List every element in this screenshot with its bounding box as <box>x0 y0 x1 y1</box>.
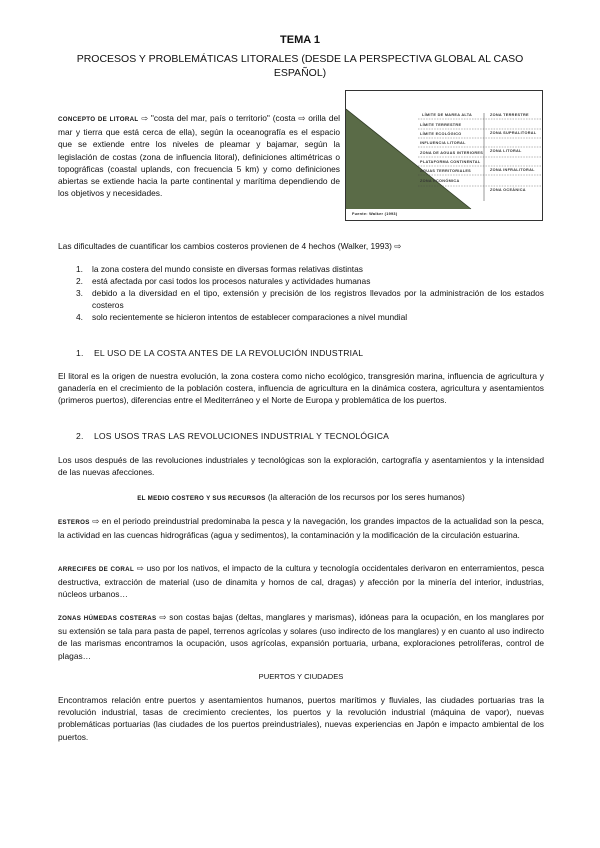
coastal-zones-figure <box>345 90 543 221</box>
section1-heading: 1. EL USO DE LA COSTA ANTES DE LA REVOLUCIÓN INDUSTRIAL <box>76 348 364 358</box>
figure-label: ZONA DE AGUAS INTERIORES <box>420 151 484 155</box>
section1-text: El litoral es la origen de nuestra evolución, la zona costera como nicho ecológico, transgresión marina, influencia de agricultura y ganadería en el crecimiento de la población costera, influencia de agricultura en la dinámica costera, agricultura y asentamientos (primeros puertos), diferencias entre el Mediterráneo y el Norte de Europa y problemática de los puertos. <box>58 371 544 406</box>
concept-label: CONCEPTO DE LITORAL <box>58 116 139 123</box>
difficulties-intro: Las dificultades de cuantificar los cambios costeros provienen de 4 hechos (Walker, 1993) ⇨ <box>58 241 402 251</box>
list-item: 4. solo recientemente se hicieron intentos de establecer comparaciones a nivel mundial <box>76 312 408 322</box>
section2-text: Los usos después de las revoluciones industriales y tecnológicas son la exploración, cartografía y asentamientos y la intensidad de las nuevas afecciones. <box>58 455 544 478</box>
arrow-icon: ⇨ <box>141 114 149 123</box>
list-item: 1. la zona costera del mundo consiste en diversas formas relativas distintas <box>76 264 363 274</box>
arrecifes-paragraph: ARRECIFES DE CORAL ⇨ uso por los nativos, el impacto de la cultura y tecnología occidentales derivaron en enterramientos, pesca destructiva, extracción de material (uso de dinamita y hornos de cal, dragas) y afección por la minería del interior, industrias, núcleos urbanos… <box>58 563 544 600</box>
figure-label: PLATAFORMA CONTINENTAL <box>420 160 481 164</box>
figure-label: ZONA LITORAL <box>490 149 522 153</box>
puertos-paragraph: Encontramos relación entre puertos y asentamientos humanos, puertos marítimos y fluviales, las ciudades portuarias tras la revolución industrial, tasas de crecimiento crecientes, los puertos y la revolución industrial (máquina de vapor), nuevas problemáticas portuarias (las ciudades de los puertos preindustriales), nuevas experiencias en Japón e impacto ambiental de los puertos. <box>58 695 544 742</box>
list-item: 2. está afectada por casi todos los procesos naturales y actividades humanas <box>76 276 371 286</box>
intro-text: "costa del mar, país o territorio" (costa ⇨ orilla del mar y tierra que está cerca de ella), según la oceanografía es el espacio que se extiende entre los niveles de pleamar y bajamar, según la legislación de costas (zona de influencia litoral), definiciones altimétricas o topográficas (coastal uplands, con frecuencia 5 km) y como definiciones abiertas se extiende hacia la parte continental y marítima dependiendo de los objetivos y necesidades. <box>58 113 341 199</box>
figure-label: LÍMITE ECOLÓGICO <box>420 132 462 136</box>
medio-costero-heading: EL MEDIO COSTERO Y SUS RECURSOS (la alteración de los recursos por los seres humanos) <box>137 492 465 502</box>
figure-label: LÍMITE TERRESTRE <box>420 123 462 127</box>
list-item: 3. debido a la diversidad en el tipo, extensión y precisión de los registros llevados por la administración de los estados costeros <box>76 288 544 310</box>
figure-label: ZONA INFRALITORAL <box>490 168 535 172</box>
page-title: TEMA 1 <box>280 34 320 46</box>
intro-paragraph <box>58 112 340 199</box>
figure-label: ZONA TERRESTRE <box>490 113 529 117</box>
esteros-paragraph: ESTEROS ⇨ en el periodo preindustrial predominaba la pesca y la navegación, los grandes impactos de la actualidad son la pesca, la actividad en las cuencas hidrográficas (agua y sedimentos), la contaminación y la modificación de la circulación estuarina. <box>58 516 544 541</box>
section2-heading: 2. LOS USOS TRAS LAS REVOLUCIONES INDUSTRIAL Y TECNOLÓGICA <box>76 431 390 441</box>
figure-label: AGUAS TERRITORIALES <box>420 169 471 173</box>
page-subtitle: PROCESOS Y PROBLEMÁTICAS LITORALES (DESDE LA PERSPECTIVA GLOBAL AL CASO ESPAÑOL) <box>76 53 524 79</box>
figure-label: ZONA SUPRALITORAL <box>490 131 537 135</box>
figure-credit: Fuente: Walker (1993) <box>352 212 398 216</box>
figure-label: ZONA OCEÁNICA <box>490 188 526 192</box>
figure-label: INFLUENCIA LITORAL <box>420 141 466 145</box>
figure-label: LÍMITE DE MAREA ALTA <box>422 113 473 117</box>
figure-label: ZONA ECONÓMICA <box>420 179 460 183</box>
zonas-humedas-paragraph: ZONAS HÚMEDAS COSTERAS ⇨ son costas bajas (deltas, manglares y marismas), idóneas para la ocupación, en los manglares por su extensión se tala para pasta de papel, terrenos agrícolas y solares (uso indirecto de los manglares) y en cuanto al uso indirecto de las marismas encontramos la ocupación, usos agrícolas, expansión portuaria, urbana, exploraciones petrolíferas, control de plagas… <box>58 612 544 661</box>
coastal-zones-diagram <box>346 91 542 220</box>
difficulties-list <box>58 263 544 323</box>
puertos-heading: PUERTOS Y CIUDADES <box>258 672 344 681</box>
